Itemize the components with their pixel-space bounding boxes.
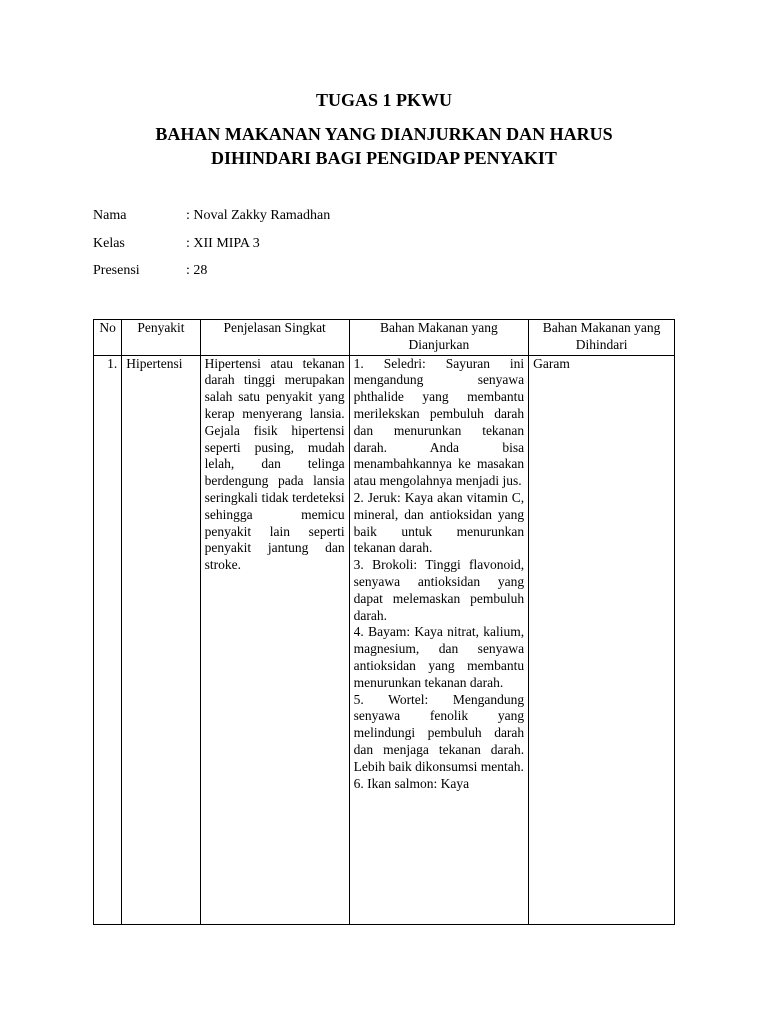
kelas-value: : XII MIPA 3 — [186, 236, 260, 251]
dianjurkan-item: 3. Brokoli: Tinggi flavonoid, senyawa antioksidan yang dapat melemaskan pembuluh darah. — [353, 557, 525, 623]
cell-dianjurkan — [349, 355, 529, 924]
dianjurkan-list — [354, 356, 525, 924]
presensi-label: Presensi — [93, 263, 140, 278]
nama-label: Nama — [93, 208, 127, 223]
subtitle-line-1: BAHAN MAKANAN YANG DIANJURKAN DAN HARUS — [155, 124, 613, 144]
header-dihindari: Bahan Makanan yang Dihindari — [529, 320, 675, 356]
header-penyakit: Penyakit — [122, 320, 200, 356]
dianjurkan-item: 5. Wortel: Mengandung senyawa fenolik yang melindungi pembuluh darah dan menjaga tekanan darah. Lebih baik dikonsumsi mentah. — [353, 691, 525, 774]
penjelasan-text: Hipertensi atau tekanan darah tinggi merupakan salah satu penyakit yang kerap menyerang lansia. Gejala fisik hipertensi seperti pusing, mudah lelah, dan telinga berdengung pada lansia seringkali tidak terdeteksi sehingga memicu penyakit lain seperti penyakit jantung dan stroke. — [204, 355, 345, 573]
dianjurkan-item: 1. Seledri: Sayuran ini mengandung senyawa phthalide yang membantu merilekskan pembuluh darah dan menurunkan tekanan darah. Anda bisa menambahkannya ke masakan atau mengolahnya menjadi jus. — [353, 355, 525, 489]
cell-penjelasan — [200, 355, 349, 924]
document-subtitle — [0, 122, 768, 170]
header-dianjurkan: Bahan Makanan yang Dianjurkan — [349, 320, 529, 356]
presensi-value: : 28 — [186, 263, 208, 278]
header-no: No — [94, 320, 122, 356]
nama-value: : Noval Zakky Ramadhan — [186, 208, 331, 223]
dianjurkan-item: 4. Bayam: Kaya nitrat, kalium, magnesium, dan senyawa antioksidan yang membantu menurunkan tekanan darah. — [353, 624, 525, 690]
cell-penyakit: Hipertensi — [122, 355, 200, 924]
table-header-row — [94, 320, 675, 356]
cell-dihindari: Garam — [529, 355, 675, 924]
table-row — [94, 355, 675, 924]
subtitle-line-2: DIHINDARI BAGI PENGIDAP PENYAKIT — [211, 148, 557, 168]
kelas-label: Kelas — [93, 236, 125, 251]
document-title: TUGAS 1 PKWU — [315, 90, 452, 110]
cell-no: 1. — [94, 355, 122, 924]
dianjurkan-item: 6. Ikan salmon: Kaya — [353, 775, 470, 791]
dianjurkan-item: 2. Jeruk: Kaya akan vitamin C, mineral, dan antioksidan yang baik untuk menurunkan tekanan darah. — [353, 489, 525, 556]
header-penjelasan: Penjelasan Singkat — [200, 320, 349, 356]
disease-food-table — [93, 319, 675, 925]
